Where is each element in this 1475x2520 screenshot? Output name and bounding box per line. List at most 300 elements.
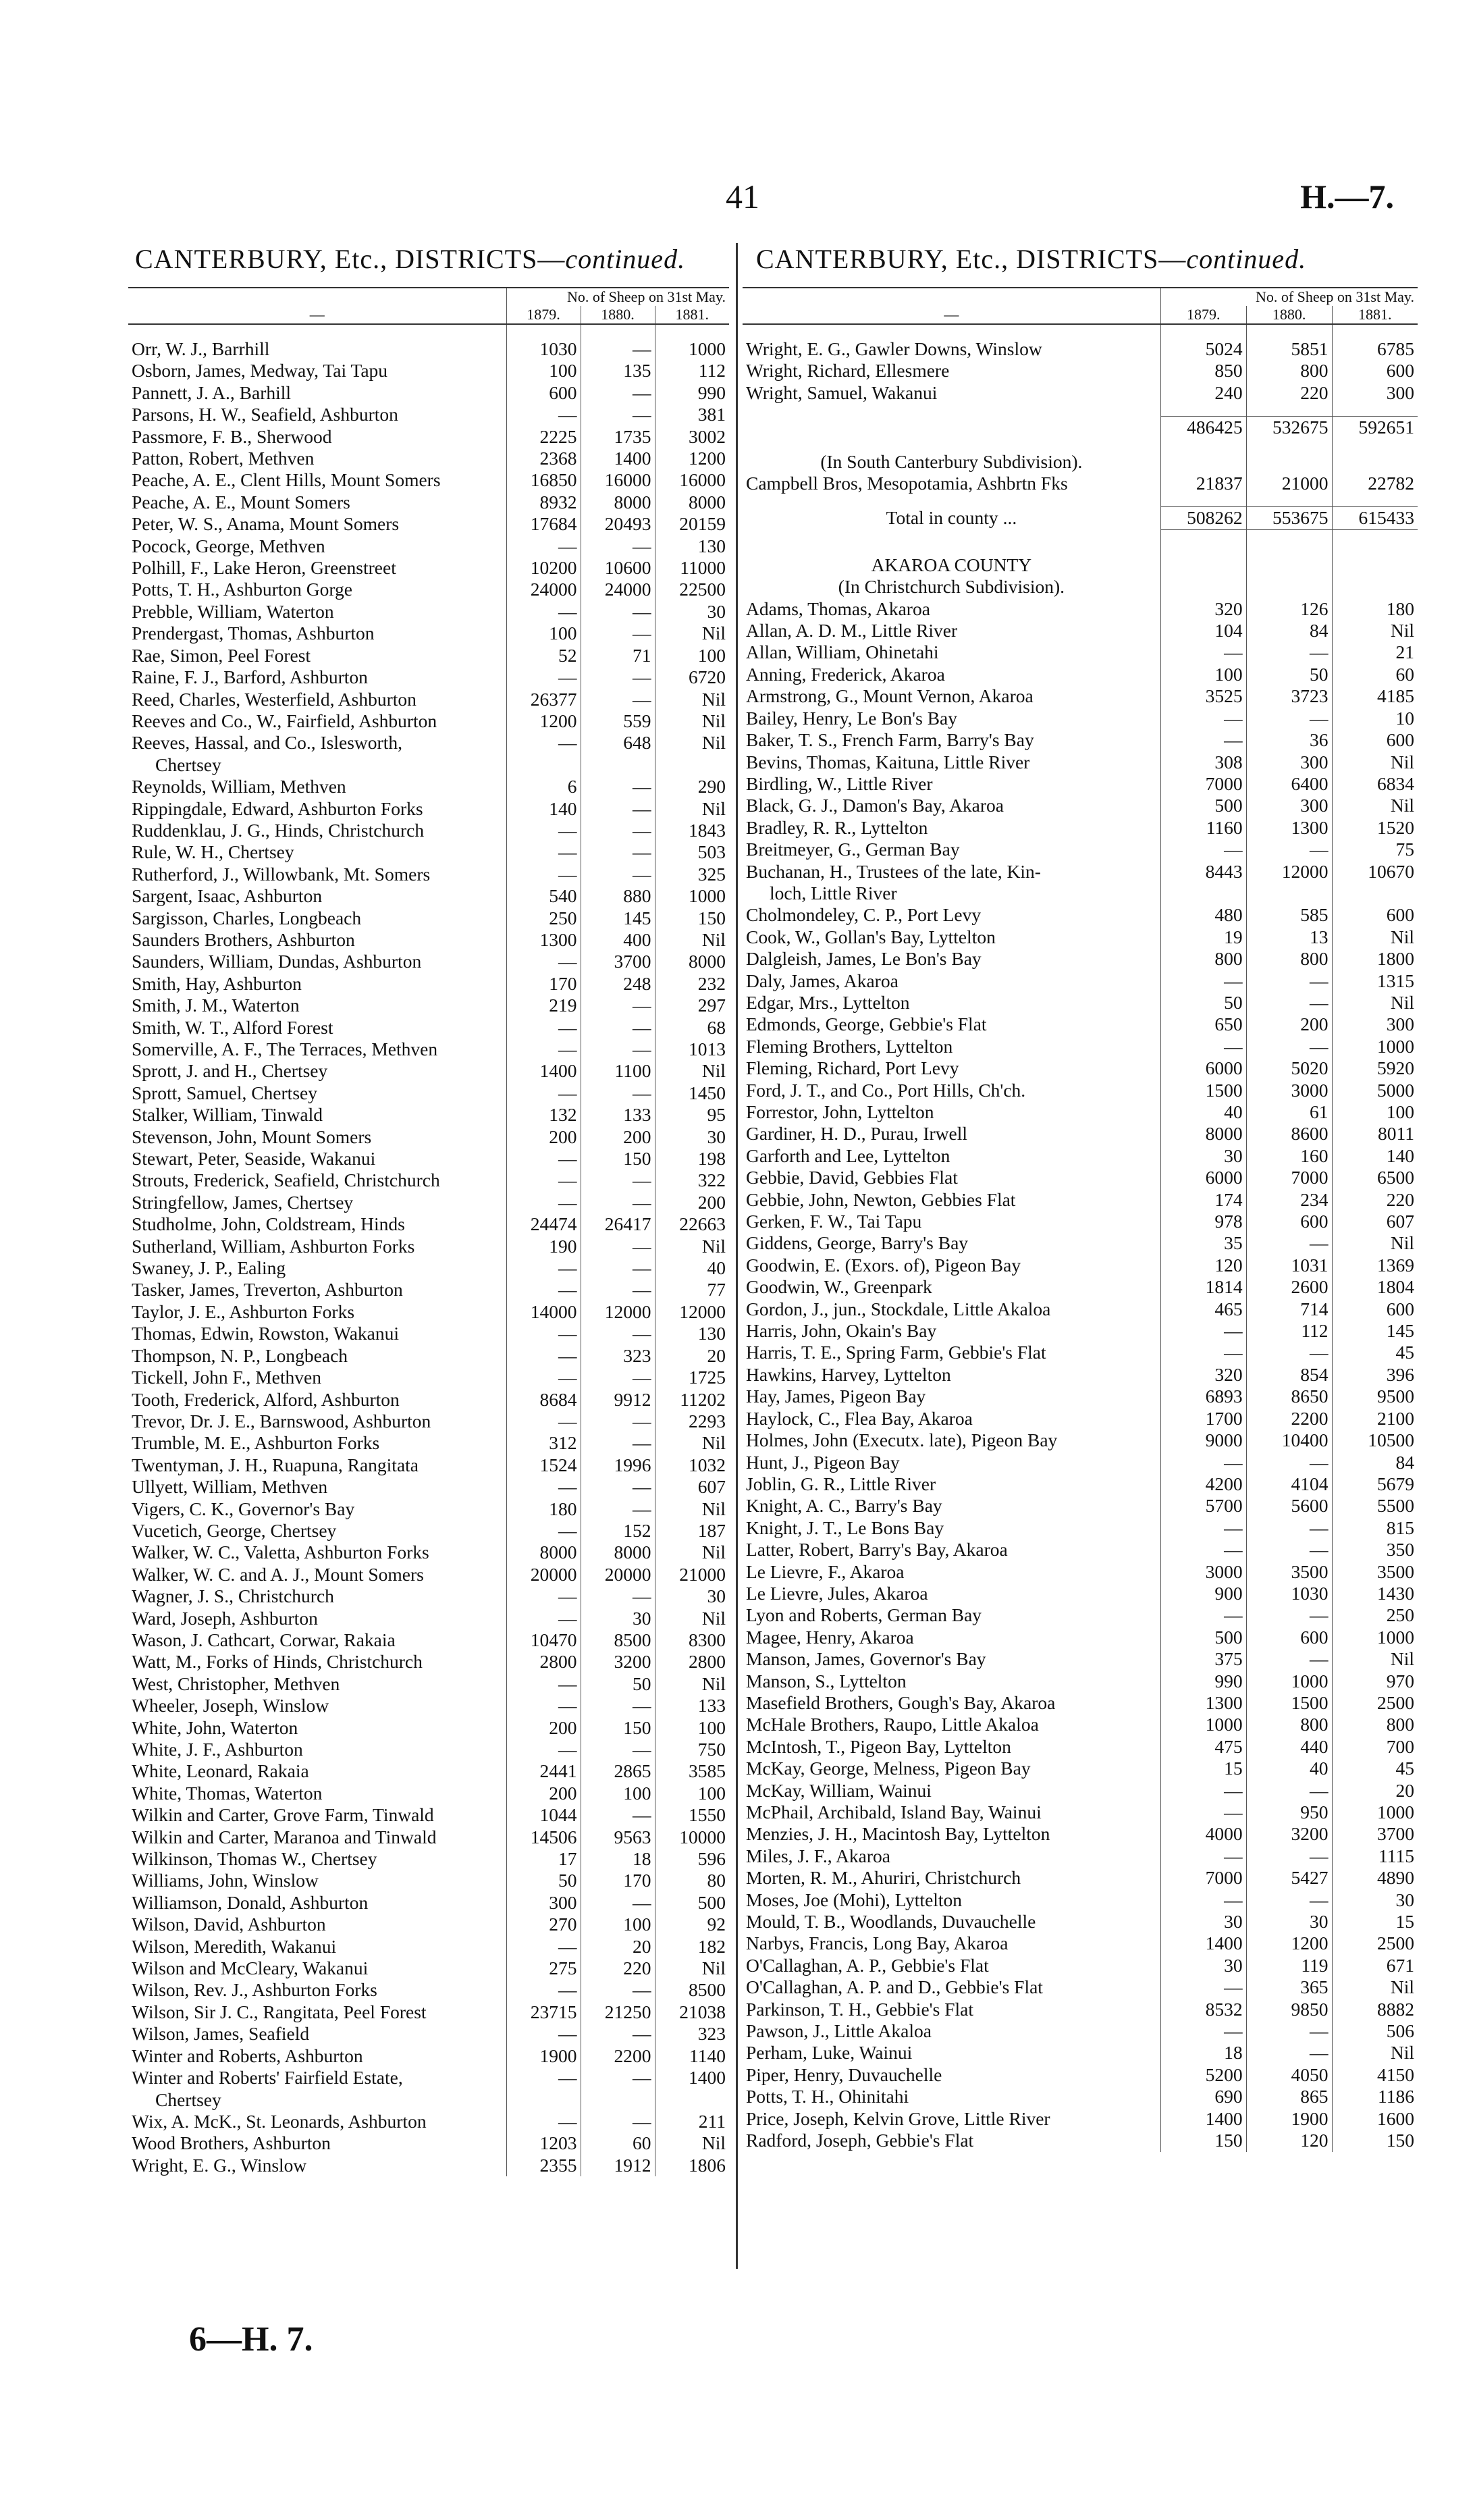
- table-row: [743, 1561, 1418, 1583]
- row-1879: 15: [1160, 1758, 1246, 1779]
- row-1881: 1369: [1332, 1255, 1418, 1276]
- row-1879: 4000: [1160, 1823, 1246, 1845]
- table-row: [128, 864, 729, 885]
- row-1880: —: [581, 1585, 655, 1607]
- row-1880: 100: [581, 1783, 655, 1804]
- row-1879: 800: [1160, 948, 1246, 970]
- table-row: [128, 1739, 729, 1760]
- row-1879: 1030: [506, 338, 581, 360]
- row-name: Walker, W. C. and A. J., Mount Somers: [132, 1563, 424, 1585]
- row-1881: 1140: [655, 2045, 729, 2067]
- table-row: [128, 1827, 729, 1848]
- row-1880: 10600: [581, 557, 655, 579]
- row-1879: —: [506, 1279, 581, 1301]
- table-row: [743, 1911, 1418, 1933]
- row-1879: 312: [506, 1432, 581, 1454]
- row-name: Thompson, N. P., Longbeach: [132, 1344, 348, 1366]
- row-1881: 2293: [655, 1411, 729, 1432]
- row-name: Garforth and Lee, Lyttelton: [746, 1145, 950, 1166]
- row-name: Anning, Frederick, Akaroa: [746, 663, 945, 685]
- row-name: Stringfellow, James, Chertsey: [132, 1191, 354, 1213]
- row-1881: 1000: [1332, 1802, 1418, 1823]
- row-name: Allan, A. D. M., Little River: [746, 620, 958, 641]
- row-1880: 150: [581, 1717, 655, 1739]
- row-1879: —: [506, 2111, 581, 2132]
- table-row: [128, 1279, 729, 1301]
- row-name: Peache, A. E., Mount Somers: [132, 491, 350, 513]
- table-row: [743, 1364, 1418, 1386]
- subdivision-note: (In South Canterbury Subdivision).: [820, 450, 1083, 472]
- row-1880: —: [581, 820, 655, 841]
- row-1879: 375: [1160, 1648, 1246, 1670]
- row-name: Radford, Joseph, Gebbie's Flat: [746, 2130, 974, 2151]
- row-1881: 84: [1332, 1452, 1418, 1473]
- table-row: [743, 1845, 1418, 1867]
- row-1880: —: [1246, 641, 1332, 663]
- row-1879: —: [506, 1367, 581, 1388]
- row-1879: 500: [1160, 1627, 1246, 1648]
- table-row: [128, 645, 729, 666]
- column-divider: [736, 243, 738, 2269]
- table-row: [743, 1736, 1418, 1758]
- row-name: Armstrong, G., Mount Vernon, Akaroa: [746, 685, 1034, 707]
- row-1879: —: [506, 666, 581, 688]
- row-name: Reed, Charles, Westerfield, Ashburton: [132, 688, 417, 710]
- row-1879: 17684: [506, 513, 581, 535]
- row-name: Orr, W. J., Barrhill: [132, 338, 270, 359]
- row-name: McPhail, Archibald, Island Bay, Wainui: [746, 1802, 1042, 1822]
- row-1880: 220: [1246, 382, 1332, 404]
- row-name: Menzies, J. H., Macintosh Bay, Lyttelton: [746, 1823, 1050, 1845]
- row-name: O'Callaghan, A. P. and D., Gebbie's Flat: [746, 1976, 1043, 1998]
- row-1880: 1030: [1246, 1583, 1332, 1604]
- row-1880: 800: [1246, 360, 1332, 382]
- row-name: Chertsey: [155, 754, 221, 775]
- table-row: [743, 1452, 1418, 1473]
- row-1880: 1900: [1246, 2108, 1332, 2130]
- row-1879: —: [1160, 1320, 1246, 1342]
- row-1881: Nil: [1332, 1976, 1418, 1998]
- row-1881: 607: [1332, 1211, 1418, 1232]
- table-row: [128, 798, 729, 820]
- row-1880: 800: [1246, 948, 1332, 970]
- row-1880: 950: [1246, 1802, 1332, 1823]
- row-1880: 3700: [581, 951, 655, 972]
- row-1881: 8000: [655, 492, 729, 513]
- row-1881: 200: [655, 1192, 729, 1213]
- row-name: Joblin, G. R., Little River: [746, 1473, 936, 1494]
- table-row: [128, 1870, 729, 1891]
- row-1879: —: [1160, 839, 1246, 860]
- row-1879: 8532: [1160, 1999, 1246, 2020]
- county-subdivision: (In Christchurch Subdivision).: [838, 576, 1065, 598]
- row-1879: —: [506, 1673, 581, 1695]
- table-row: [743, 1758, 1418, 1779]
- right-heading: [756, 243, 1306, 275]
- row-1881: 1800: [1332, 948, 1418, 970]
- row-1881: 182: [655, 1936, 729, 1958]
- row-1881: 2800: [655, 1651, 729, 1673]
- row-1881: 3700: [1332, 1823, 1418, 1845]
- table-row: [128, 776, 729, 797]
- table-row: [743, 1802, 1418, 1823]
- table-row: [128, 1236, 729, 1257]
- row-1880: [581, 754, 655, 776]
- row-1879: —: [506, 1695, 581, 1716]
- row-name: Passmore, F. B., Sherwood: [132, 425, 332, 447]
- row-1879: 1300: [506, 929, 581, 951]
- row-1881: 5679: [1332, 1473, 1418, 1495]
- table-row: [743, 1036, 1418, 1057]
- row-1880: —: [581, 1039, 655, 1060]
- row-1881: 198: [655, 1148, 729, 1170]
- total-1881: 615433: [1332, 507, 1418, 529]
- row-1880: 5600: [1246, 1495, 1332, 1517]
- row-1880: —: [1246, 1036, 1332, 1057]
- row-1879: —: [506, 1585, 581, 1607]
- left-header-dash: —: [128, 306, 506, 324]
- row-name: Bradley, R. R., Lyttelton: [746, 816, 928, 838]
- row-1881: 6720: [655, 666, 729, 688]
- table-row: [128, 1585, 729, 1607]
- table-row: [128, 2111, 729, 2132]
- table-row: [743, 1320, 1418, 1342]
- row-name: Chertsey: [155, 2089, 221, 2110]
- row-name: Peter, W. S., Anama, Mount Somers: [132, 513, 400, 535]
- row-1879: 9000: [1160, 1429, 1246, 1451]
- row-1880: 234: [1246, 1189, 1332, 1211]
- row-1880: —: [581, 1192, 655, 1213]
- table-row: [128, 1651, 729, 1673]
- row-1879: —: [506, 1739, 581, 1760]
- row-1881: Nil: [655, 732, 729, 754]
- row-1881: 396: [1332, 1364, 1418, 1386]
- row-1879: 132: [506, 1104, 581, 1126]
- row-name: Wheeler, Joseph, Winslow: [132, 1695, 329, 1716]
- row-name: Wright, E. G., Winslow: [132, 2154, 307, 2176]
- row-1881: 600: [1332, 1298, 1418, 1320]
- table-row: [743, 664, 1418, 685]
- row-1881: 1400: [655, 2067, 729, 2089]
- row-1880: 1031: [1246, 1255, 1332, 1276]
- row-1880: —: [581, 2023, 655, 2045]
- row-1881: 220: [1332, 1189, 1418, 1211]
- row-name: Sprott, J. and H., Chertsey: [132, 1060, 328, 1082]
- row-1880: 36: [1246, 729, 1332, 751]
- row-1879: —: [1160, 1845, 1246, 1867]
- row-1881: Nil: [655, 710, 729, 732]
- row-name: Magee, Henry, Akaroa: [746, 1626, 914, 1648]
- table-row: [128, 601, 729, 623]
- row-1881: [655, 2089, 729, 2111]
- row-1881: 600: [1332, 360, 1418, 382]
- row-name: McHale Brothers, Raupo, Little Akaloa: [746, 1714, 1039, 1735]
- row-1881: 1315: [1332, 970, 1418, 992]
- row-name: Prebble, William, Waterton: [132, 600, 334, 622]
- row-1880: —: [581, 1279, 655, 1301]
- row-1880: —: [581, 776, 655, 797]
- row-name: Wood Brothers, Ashburton: [132, 2132, 331, 2154]
- row-1880: —: [581, 623, 655, 644]
- row-name: Dalgleish, James, Le Bon's Bay: [746, 948, 982, 970]
- subtotal-1880: 532675: [1246, 417, 1332, 439]
- row-1879: —: [506, 1170, 581, 1191]
- row-1879: 104: [1160, 620, 1246, 641]
- row-name: Taylor, J. E., Ashburton Forks: [132, 1301, 355, 1322]
- row-1881: 133: [655, 1695, 729, 1716]
- row-name: Rule, W. H., Chertsey: [132, 841, 294, 863]
- table-row: [743, 1276, 1418, 1298]
- row-name: Strouts, Frederick, Seafield, Christchurch: [132, 1170, 440, 1191]
- row-1879: 3000: [1160, 1561, 1246, 1583]
- row-1880: 10400: [1246, 1429, 1332, 1451]
- row-1879: —: [506, 1520, 581, 1542]
- table-row: [128, 1783, 729, 1804]
- row-name: Williams, John, Winslow: [132, 1870, 319, 1891]
- row-1880: —: [1246, 1342, 1332, 1363]
- table-row: [743, 752, 1418, 773]
- row-1879: 1900: [506, 2045, 581, 2067]
- row-1880: 16000: [581, 469, 655, 491]
- table-row: [743, 1429, 1418, 1451]
- row-name: Mould, T. B., Woodlands, Duvauchelle: [746, 1911, 1036, 1933]
- row-1881: Nil: [1332, 926, 1418, 948]
- row-1880: 648: [581, 732, 655, 754]
- row-1880: 323: [581, 1345, 655, 1367]
- row-1879: 1500: [1160, 1080, 1246, 1101]
- row-1881: Nil: [1332, 1232, 1418, 1254]
- table-row: [743, 1780, 1418, 1802]
- table-row: [743, 1976, 1418, 1998]
- row-1879: 1524: [506, 1454, 581, 1476]
- table-row: [128, 1695, 729, 1716]
- table-row: [128, 1126, 729, 1148]
- row-1880: 1200: [1246, 1933, 1332, 1954]
- row-1880: 20493: [581, 513, 655, 535]
- table-row: [743, 1057, 1418, 1079]
- row-1880: 2200: [581, 2045, 655, 2067]
- row-1881: 140: [1332, 1145, 1418, 1167]
- row-1879: —: [1160, 1802, 1246, 1823]
- row-1879: —: [1160, 1889, 1246, 1911]
- row-1881: 671: [1332, 1955, 1418, 1976]
- row-name: Birdling, W., Little River: [746, 772, 933, 794]
- table-row: [743, 2108, 1418, 2130]
- row-1879: —: [506, 1979, 581, 2001]
- row-1880: 3000: [1246, 1080, 1332, 1101]
- row-1879: 2225: [506, 426, 581, 448]
- table-row: [128, 492, 729, 513]
- row-name: Goodwin, E. (Exors. of), Pigeon Bay: [746, 1254, 1021, 1276]
- row-name: Gebbie, John, Newton, Gebbies Flat: [746, 1188, 1016, 1210]
- row-1880: —: [1246, 2042, 1332, 2064]
- row-1880: —: [581, 338, 655, 360]
- row-1881: 16000: [655, 469, 729, 491]
- row-1880: —: [581, 1170, 655, 1191]
- left-table-body: [128, 338, 729, 2176]
- row-name: White, Thomas, Waterton: [132, 1782, 323, 1804]
- table-row: [128, 1608, 729, 1629]
- table-row: [128, 1192, 729, 1213]
- row-1879: 990: [1160, 1671, 1246, 1692]
- row-1880: —: [581, 1432, 655, 1454]
- table-row: [128, 2001, 729, 2023]
- row-1879: 17: [506, 1848, 581, 1870]
- table-row: [128, 754, 729, 776]
- row-1879: 1203: [506, 2132, 581, 2154]
- row-1879: 30: [1160, 1955, 1246, 1976]
- row-name: Perham, Luke, Wainui: [746, 2042, 913, 2064]
- row-name: Bailey, Henry, Le Bon's Bay: [746, 707, 957, 729]
- row-1880: —: [1246, 1517, 1332, 1539]
- row-1880: 71: [581, 645, 655, 666]
- row-1879: 8932: [506, 492, 581, 513]
- table-row: [128, 1454, 729, 1476]
- row-1881: 381: [655, 404, 729, 425]
- row-name: Ford, J. T., and Co., Port Hills, Ch'ch.: [746, 1079, 1026, 1101]
- row-1880: 8500: [581, 1629, 655, 1651]
- table-row: [743, 620, 1418, 641]
- row-1880: 135: [581, 360, 655, 382]
- table-row: [743, 1080, 1418, 1101]
- row-1881: 21: [1332, 641, 1418, 663]
- row-1881: 180: [1332, 598, 1418, 620]
- row-name: Wilkin and Carter, Maranoa and Tinwald: [132, 1826, 437, 1847]
- row-name: Smith, J. M., Waterton: [132, 995, 300, 1016]
- right-subtotal-row: [743, 417, 1418, 439]
- table-row: [743, 1517, 1418, 1539]
- row-1881: 325: [655, 864, 729, 885]
- row-1881: Nil: [655, 1958, 729, 1979]
- table-row: [743, 1889, 1418, 1911]
- row-name: Patton, Robert, Methven: [132, 448, 315, 469]
- row-1881: 130: [655, 535, 729, 557]
- row-name: Gerken, F. W., Tai Tapu: [746, 1211, 922, 1232]
- table-row: [743, 926, 1418, 948]
- row-1880: 120: [1246, 2130, 1332, 2151]
- row-1879: —: [506, 2067, 581, 2089]
- table-row: [128, 1476, 729, 1498]
- row-name: Swaney, J. P., Ealing: [132, 1257, 286, 1279]
- county-title-row: [743, 554, 1418, 576]
- row-1881: 8000: [655, 951, 729, 972]
- row-1879: 978: [1160, 1211, 1246, 1232]
- row-1879: 5024: [1160, 338, 1246, 360]
- row-name: Sprott, Samuel, Chertsey: [132, 1082, 317, 1103]
- row-1879: 26377: [506, 689, 581, 710]
- row-name: Osborn, James, Medway, Tai Tapu: [132, 360, 388, 382]
- row-1881: Nil: [655, 1432, 729, 1454]
- row-1879: 240: [1160, 382, 1246, 404]
- row-1880: —: [581, 2067, 655, 2089]
- row-name: loch, Little River: [770, 882, 897, 903]
- county-title: AKAROA COUNTY: [871, 554, 1032, 575]
- row-1881: 20: [655, 1345, 729, 1367]
- row-name: Wix, A. McK., St. Leonards, Ashburton: [132, 2110, 427, 2132]
- row-name: Wilkinson, Thomas W., Chertsey: [132, 1848, 377, 1870]
- row-name: Buchanan, H., Trustees of the late, Kin-: [746, 860, 1041, 882]
- table-row: [128, 1323, 729, 1344]
- row-1881: 11202: [655, 1389, 729, 1411]
- row-1879: 650: [1160, 1014, 1246, 1035]
- row-1880: —: [1246, 1232, 1332, 1254]
- table-row: [743, 1211, 1418, 1232]
- table-row: [128, 689, 729, 710]
- row-1879: 300: [506, 1892, 581, 1914]
- row-name: Wright, E. G., Gawler Downs, Winslow: [746, 338, 1042, 359]
- right-table-header: [743, 288, 1418, 338]
- row-1879: 4200: [1160, 1473, 1246, 1495]
- row-name: Potts, T. H., Ashburton Gorge: [132, 579, 352, 600]
- row-1880: —: [581, 864, 655, 885]
- row-1880: 170: [581, 1870, 655, 1891]
- table-row: [128, 820, 729, 841]
- table-row: [743, 1692, 1418, 1714]
- table-row: [128, 1848, 729, 1870]
- row-name: White, J. F., Ashburton: [132, 1739, 303, 1760]
- row-1879: 1300: [1160, 1692, 1246, 1714]
- row-1881: 1000: [1332, 1627, 1418, 1648]
- row-1879: 1700: [1160, 1408, 1246, 1429]
- row-1879: 1814: [1160, 1276, 1246, 1298]
- row-1880: 7000: [1246, 1167, 1332, 1188]
- row-1879: [506, 2089, 581, 2111]
- row-1880: [581, 2089, 655, 2111]
- table-row: [128, 426, 729, 448]
- row-1881: 10000: [655, 1827, 729, 1848]
- row-1879: 8684: [506, 1389, 581, 1411]
- row-1880: 9563: [581, 1827, 655, 1848]
- row-1881: 1600: [1332, 2108, 1418, 2130]
- row-1879: 1044: [506, 1804, 581, 1826]
- row-1881: Nil: [655, 2132, 729, 2154]
- row-1880: 1912: [581, 2155, 655, 2176]
- row-1880: 1500: [1246, 1692, 1332, 1714]
- row-1880: 880: [581, 885, 655, 907]
- row-1880: 200: [581, 1126, 655, 1148]
- row-1879: 19: [1160, 926, 1246, 948]
- row-1879: —: [506, 1936, 581, 1958]
- row-1879: 850: [1160, 360, 1246, 382]
- row-name: Wilson and McCleary, Wakanui: [132, 1958, 369, 1979]
- row-name: Breitmeyer, G., German Bay: [746, 839, 960, 860]
- row-1879: 2368: [506, 448, 581, 469]
- table-row: [128, 2045, 729, 2067]
- row-1880: 3200: [1246, 1823, 1332, 1845]
- right-sheep-table: [743, 287, 1418, 2152]
- row-1880: —: [1246, 2020, 1332, 2042]
- table-row: [128, 951, 729, 972]
- row-1881: 1450: [655, 1082, 729, 1104]
- row-1880: —: [1246, 1780, 1332, 1802]
- right-total-row: Total in county ... 508262 553675 615433: [743, 507, 1418, 529]
- row-1880: —: [1246, 1452, 1332, 1473]
- table-row: [743, 1999, 1418, 2020]
- left-heading-main: CANTERBURY, Etc., DISTRICTS—: [135, 244, 566, 274]
- row-1881: 22663: [655, 1213, 729, 1235]
- row-1880: 585: [1246, 904, 1332, 926]
- table-row: [128, 2067, 729, 2089]
- row-name: Wilkin and Carter, Grove Farm, Tinwald: [132, 1804, 434, 1826]
- row-name: Baker, T. S., French Farm, Barry's Bay: [746, 729, 1034, 751]
- row-1881: Nil: [1332, 992, 1418, 1014]
- table-row: [128, 2089, 729, 2111]
- row-1881: 290: [655, 776, 729, 797]
- row-1880: 21000: [1246, 473, 1332, 494]
- row-name: Edmonds, George, Gebbie's Flat: [746, 1014, 987, 1035]
- row-1879: 40: [1160, 1101, 1246, 1123]
- row-1880: 3500: [1246, 1561, 1332, 1583]
